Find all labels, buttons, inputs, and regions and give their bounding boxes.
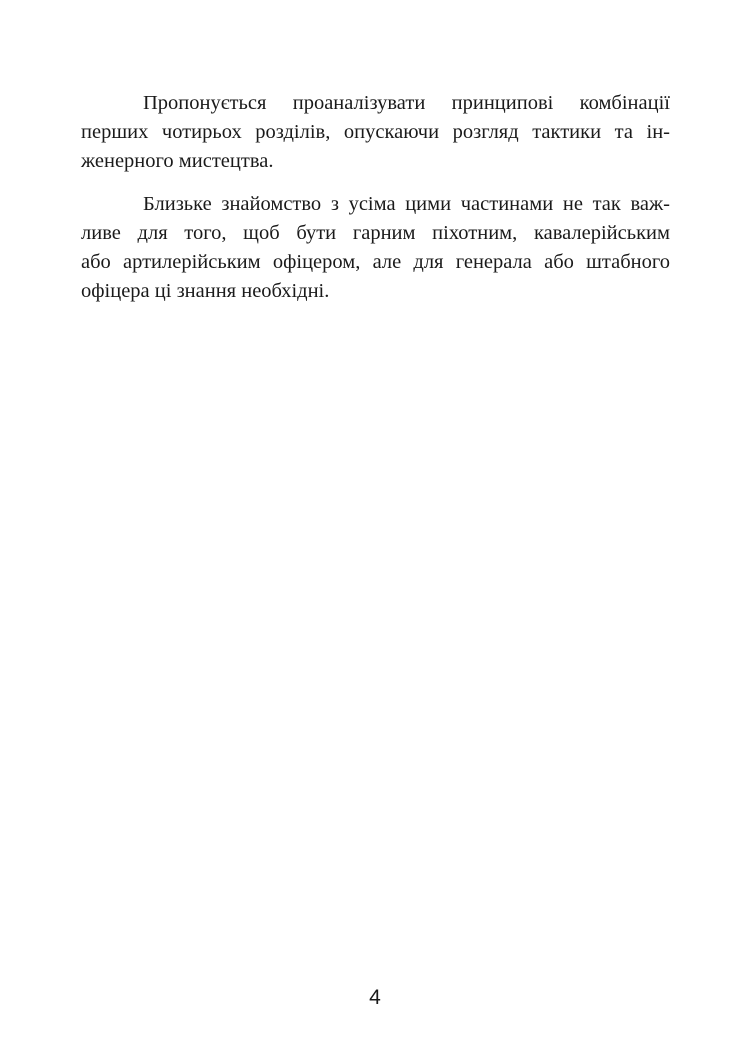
text-line: Близьке знайомство з усіма цими частинами не так важ- <box>143 193 670 215</box>
paragraph-1 <box>81 89 670 176</box>
body-text <box>81 89 670 320</box>
page-number: 4 <box>369 986 381 1009</box>
paragraph-2 <box>81 190 670 306</box>
text-line: або артилерійським офіцером, але для генерала або штабного <box>81 251 670 273</box>
text-line: женерного мистецтва. <box>81 150 274 172</box>
text-line: Пропонується проаналізувати принципові комбінації <box>143 92 670 114</box>
text-line: офіцера ці знання необхідні. <box>81 280 330 302</box>
text-line: перших чотирьох розділів, опускаючи розгляд тактики та ін- <box>81 121 670 143</box>
text-line: ливе для того, щоб бути гарним піхотним, кавалерійським <box>81 222 670 244</box>
